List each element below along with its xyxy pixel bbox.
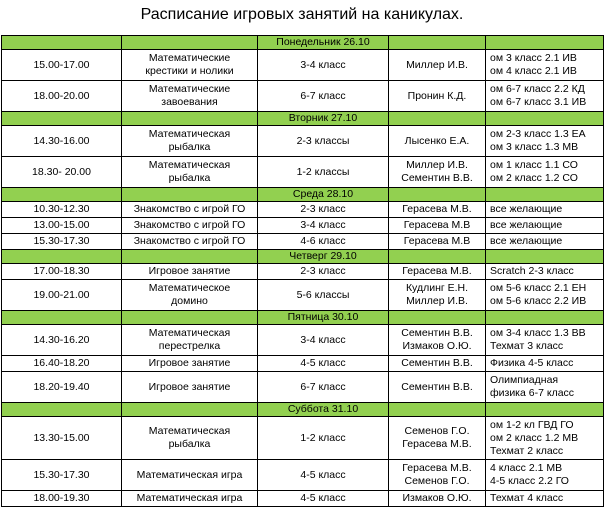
time-cell (2, 81, 122, 112)
day-header-blank (389, 250, 486, 264)
day-header-row (2, 311, 604, 325)
time-cell (2, 264, 122, 280)
activity-cell (122, 234, 258, 250)
activity-cell-line: Математическая (148, 425, 231, 437)
teacher-cell-line: Герасева М.В. (402, 438, 472, 450)
activity-cell-line: Математические (148, 83, 231, 95)
activity-cell-line: Математическая (148, 327, 231, 339)
group-cell (486, 202, 604, 218)
group-cell-line: 4-5 класс 2.2 ГО (490, 475, 569, 487)
group-cell (486, 280, 604, 311)
time-cell-line: 13.30-15.00 (33, 431, 90, 444)
teacher-cell-line: Семенов Г.О. (404, 425, 470, 437)
day-header-blank (122, 403, 258, 417)
group-cell (486, 234, 604, 250)
teacher-cell (389, 356, 486, 372)
grade-cell-line: 4-5 класс (300, 492, 346, 504)
time-cell-line: 10.30-12.30 (33, 203, 90, 215)
grade-cell (258, 81, 389, 112)
day-header: Вторник 27.10 (258, 112, 389, 126)
teacher-cell-line: Сементин В.В. (401, 380, 473, 393)
time-cell-line: 14.30-16.00 (33, 134, 90, 147)
teacher-cell (389, 491, 486, 507)
group-cell-line: все желающие (490, 203, 563, 215)
teacher-cell-line: Измаков О.Ю. (402, 492, 472, 504)
teacher-cell-line: Сементин В.В. (401, 357, 473, 369)
day-header-blank (2, 188, 122, 202)
activity-cell-line: Игровое занятие (148, 265, 231, 277)
group-cell (486, 126, 604, 157)
table-row (2, 126, 604, 157)
time-cell-line: 18.00-19.30 (33, 492, 90, 504)
day-header-blank (2, 403, 122, 417)
group-cell-line: ом 1-2 кл ГВД ГО (490, 418, 574, 431)
activity-cell (122, 126, 258, 157)
teacher-cell-line: Герасева М.В. (402, 265, 472, 277)
grade-cell (258, 491, 389, 507)
teacher-cell (389, 372, 486, 403)
time-cell (2, 491, 122, 507)
day-header: Пятница 30.10 (258, 311, 389, 325)
day-header-blank (122, 311, 258, 325)
teacher-cell-line: Герасева М.В (403, 219, 471, 231)
teacher-cell (389, 460, 486, 491)
day-header-blank (389, 403, 486, 417)
group-cell-line: Физика 4-5 класс (490, 357, 574, 369)
day-header-row (2, 188, 604, 202)
time-cell-line: 15.00-17.00 (33, 58, 90, 71)
activity-cell (122, 218, 258, 234)
time-cell-line: 16.40-18.20 (33, 357, 90, 369)
activity-cell (122, 157, 258, 188)
group-cell (486, 491, 604, 507)
teacher-cell-line: Миллер И.В. (406, 295, 468, 307)
group-cell-line: ом 4 класс 2.1 ИВ (490, 65, 577, 77)
activity-cell-line: Знакомство с игрой ГО (133, 235, 246, 247)
teacher-cell (389, 325, 486, 356)
time-cell (2, 126, 122, 157)
activity-cell-line: завоевания (161, 96, 218, 108)
table-row (2, 356, 604, 372)
grade-cell-line: 3-4 класс (300, 333, 346, 346)
grade-cell-line: 5-6 классы (296, 288, 350, 301)
group-cell (486, 417, 604, 460)
day-header-row (2, 112, 604, 126)
activity-cell (122, 356, 258, 372)
grade-cell (258, 202, 389, 218)
grade-cell (258, 157, 389, 188)
activity-cell-line: Математическая игра (136, 468, 243, 481)
day-header-blank (389, 311, 486, 325)
grade-cell-line: 3-4 класс (300, 219, 346, 231)
group-cell (486, 50, 604, 81)
day-header-blank (2, 311, 122, 325)
group-cell (486, 325, 604, 356)
grade-cell (258, 417, 389, 460)
day-header: Четверг 29.10 (258, 250, 389, 264)
time-cell (2, 157, 122, 188)
activity-cell-line: домино (171, 295, 208, 307)
teacher-cell (389, 417, 486, 460)
time-cell (2, 280, 122, 311)
table-row (2, 491, 604, 507)
grade-cell-line: 2-3 классы (296, 134, 350, 147)
time-cell-line: 14.30-16.20 (33, 333, 90, 346)
teacher-cell (389, 264, 486, 280)
day-header-blank (486, 36, 604, 50)
group-cell (486, 356, 604, 372)
time-cell-line: 19.00-21.00 (33, 288, 90, 301)
day-header-blank (389, 112, 486, 126)
grade-cell-line: 2-3 класс (300, 265, 346, 277)
day-header-blank (486, 250, 604, 264)
activity-cell (122, 460, 258, 491)
grade-cell (258, 325, 389, 356)
teacher-cell (389, 218, 486, 234)
grade-cell-line: 1-2 класс (300, 431, 346, 444)
activity-cell (122, 50, 258, 81)
teacher-cell-line: Семенов Г.О. (404, 475, 470, 487)
activity-cell-line: Математическое (148, 282, 231, 294)
group-cell-line: ом 2 класс 1.2 МВ (490, 431, 579, 444)
table-row (2, 280, 604, 311)
activity-cell (122, 325, 258, 356)
activity-cell-line: Математические (148, 52, 231, 64)
day-header-blank (486, 188, 604, 202)
grade-cell (258, 356, 389, 372)
group-cell-line: Олимпиадная (490, 374, 559, 386)
day-header-blank (486, 112, 604, 126)
day-header-row (2, 250, 604, 264)
teacher-cell (389, 50, 486, 81)
group-cell (486, 218, 604, 234)
activity-cell (122, 81, 258, 112)
grade-cell-line: 4-5 класс (300, 357, 346, 369)
group-cell-line: ом 1 класс 1.1 СО (490, 159, 578, 171)
group-cell (486, 372, 604, 403)
day-header-blank (2, 36, 122, 50)
teacher-cell-line: Герасева М.В. (402, 203, 472, 215)
time-cell-line: 17.00-18.30 (33, 265, 90, 277)
activity-cell (122, 417, 258, 460)
group-cell-line: ом 2-3 класс 1.3 ЕА (490, 128, 586, 140)
grade-cell (258, 126, 389, 157)
day-header-blank (122, 188, 258, 202)
grade-cell-line: 4-6 класс (300, 235, 346, 247)
time-cell (2, 372, 122, 403)
day-header-blank (486, 311, 604, 325)
time-cell (2, 234, 122, 250)
activity-cell (122, 372, 258, 403)
group-cell-line: все желающие (490, 235, 563, 247)
table-row (2, 202, 604, 218)
activity-cell (122, 491, 258, 507)
day-header-blank (122, 36, 258, 50)
day-header-blank (122, 112, 258, 126)
teacher-cell-line: Герасева М.В (403, 235, 471, 247)
day-header: Среда 28.10 (258, 188, 389, 202)
time-cell (2, 50, 122, 81)
page-title: Расписание игровых занятий на каникулах. (140, 6, 464, 23)
group-cell-line: ом 2 класс 1.2 СО (490, 172, 578, 184)
day-header-row (2, 36, 604, 50)
day-header-blank (2, 250, 122, 264)
day-header-row (2, 403, 604, 417)
grade-cell (258, 50, 389, 81)
group-cell-line: Scratch 2-3 класс (490, 265, 574, 277)
activity-cell-line: рыбалка (168, 141, 211, 153)
activity-cell-line: рыбалка (168, 172, 211, 184)
day-header: Суббота 31.10 (258, 403, 389, 417)
grade-cell-line: 6-7 класс (300, 380, 346, 393)
time-cell (2, 417, 122, 460)
activity-cell-line: Знакомство с игрой ГО (133, 219, 246, 231)
teacher-cell (389, 202, 486, 218)
day-header-blank (389, 188, 486, 202)
teacher-cell (389, 280, 486, 311)
time-cell (2, 356, 122, 372)
teacher-cell-line: Миллер И.В. (406, 58, 468, 71)
activity-cell-line: перестрелка (158, 340, 221, 352)
table-row (2, 50, 604, 81)
teacher-cell-line: Миллер И.В. (406, 159, 468, 171)
group-cell-line: ом 3 класс 1.3 МВ (490, 141, 579, 153)
day-header: Понедельник 26.10 (258, 36, 389, 50)
day-header-blank (122, 250, 258, 264)
grade-cell (258, 280, 389, 311)
group-cell-line: Техмат 4 класс (490, 492, 564, 504)
grade-cell-line: 3-4 класс (300, 58, 346, 71)
table-row (2, 234, 604, 250)
table-row (2, 372, 604, 403)
group-cell (486, 81, 604, 112)
schedule-table (1, 35, 604, 507)
table-row (2, 157, 604, 188)
teacher-cell-line: Кудлинг Е.Н. (405, 282, 469, 294)
activity-cell-line: Игровое занятие (148, 380, 231, 393)
activity-cell-line: Математическая (148, 128, 231, 140)
activity-cell (122, 264, 258, 280)
teacher-cell-line: Лысенко Е.А. (404, 134, 470, 147)
teacher-cell-line: Герасева М.В. (402, 462, 472, 474)
activity-cell-line: рыбалка (168, 438, 211, 450)
time-cell-line: 15.30-17.30 (33, 468, 90, 481)
group-cell-line: 4 класс 2.1 МВ (490, 462, 563, 474)
group-cell-line: ом 3-4 класс 1.3 ВВ (490, 327, 586, 339)
teacher-cell (389, 81, 486, 112)
time-cell (2, 325, 122, 356)
group-cell (486, 264, 604, 280)
activity-cell-line: Математическая (148, 159, 231, 171)
time-cell-line: 18.20-19.40 (33, 380, 90, 393)
activity-cell-line: крестики и нолики (145, 65, 234, 77)
activity-cell (122, 202, 258, 218)
time-cell-line: 18.30- 20.00 (32, 165, 91, 178)
table-row (2, 264, 604, 280)
teacher-cell (389, 157, 486, 188)
teacher-cell (389, 234, 486, 250)
time-cell (2, 218, 122, 234)
activity-cell (122, 280, 258, 311)
day-header-blank (486, 403, 604, 417)
group-cell-line: физика 6-7 класс (490, 387, 575, 399)
grade-cell-line: 4-5 класс (300, 468, 346, 481)
grade-cell-line: 6-7 класс (300, 89, 346, 102)
group-cell-line: ом 5-6 класс 2.1 ЕН (490, 282, 587, 294)
grade-cell (258, 234, 389, 250)
group-cell-line: ом 3 класс 2.1 ИВ (490, 52, 577, 64)
grade-cell (258, 218, 389, 234)
group-cell-line: все желающие (490, 219, 563, 231)
teacher-cell-line: Сементин В.В. (401, 327, 473, 339)
table-row (2, 417, 604, 460)
table-row (2, 81, 604, 112)
group-cell (486, 460, 604, 491)
table-row (2, 325, 604, 356)
teacher-cell (389, 126, 486, 157)
activity-cell-line: Игровое занятие (148, 357, 231, 369)
schedule-body (2, 36, 604, 507)
group-cell-line: Техмат 2 класс (490, 444, 564, 457)
table-row (2, 460, 604, 491)
grade-cell-line: 1-2 классы (296, 165, 350, 178)
activity-cell-line: Математическая игра (136, 492, 243, 504)
table-row (2, 218, 604, 234)
teacher-cell-line: Измаков О.Ю. (402, 340, 472, 352)
time-cell (2, 460, 122, 491)
time-cell-line: 13.00-15.00 (33, 219, 90, 231)
grade-cell (258, 460, 389, 491)
time-cell (2, 202, 122, 218)
grade-cell (258, 264, 389, 280)
group-cell-line: ом 6-7 класс 2.2 КД (490, 83, 585, 95)
time-cell-line: 15.30-17.30 (33, 235, 90, 247)
teacher-cell-line: Сементин В.В. (401, 172, 473, 184)
group-cell-line: ом 6-7 класс 3.1 ИВ (490, 96, 587, 108)
grade-cell (258, 372, 389, 403)
day-header-blank (2, 112, 122, 126)
time-cell-line: 18.00-20.00 (33, 89, 90, 102)
group-cell (486, 157, 604, 188)
grade-cell-line: 2-3 класс (300, 203, 346, 215)
teacher-cell-line: Пронин К.Д. (407, 89, 467, 102)
group-cell-line: ом 5-6 класс 2.2 ИВ (490, 295, 587, 307)
day-header-blank (389, 36, 486, 50)
group-cell-line: Техмат 3 класс (490, 340, 564, 352)
activity-cell-line: Знакомство с игрой ГО (133, 203, 246, 215)
